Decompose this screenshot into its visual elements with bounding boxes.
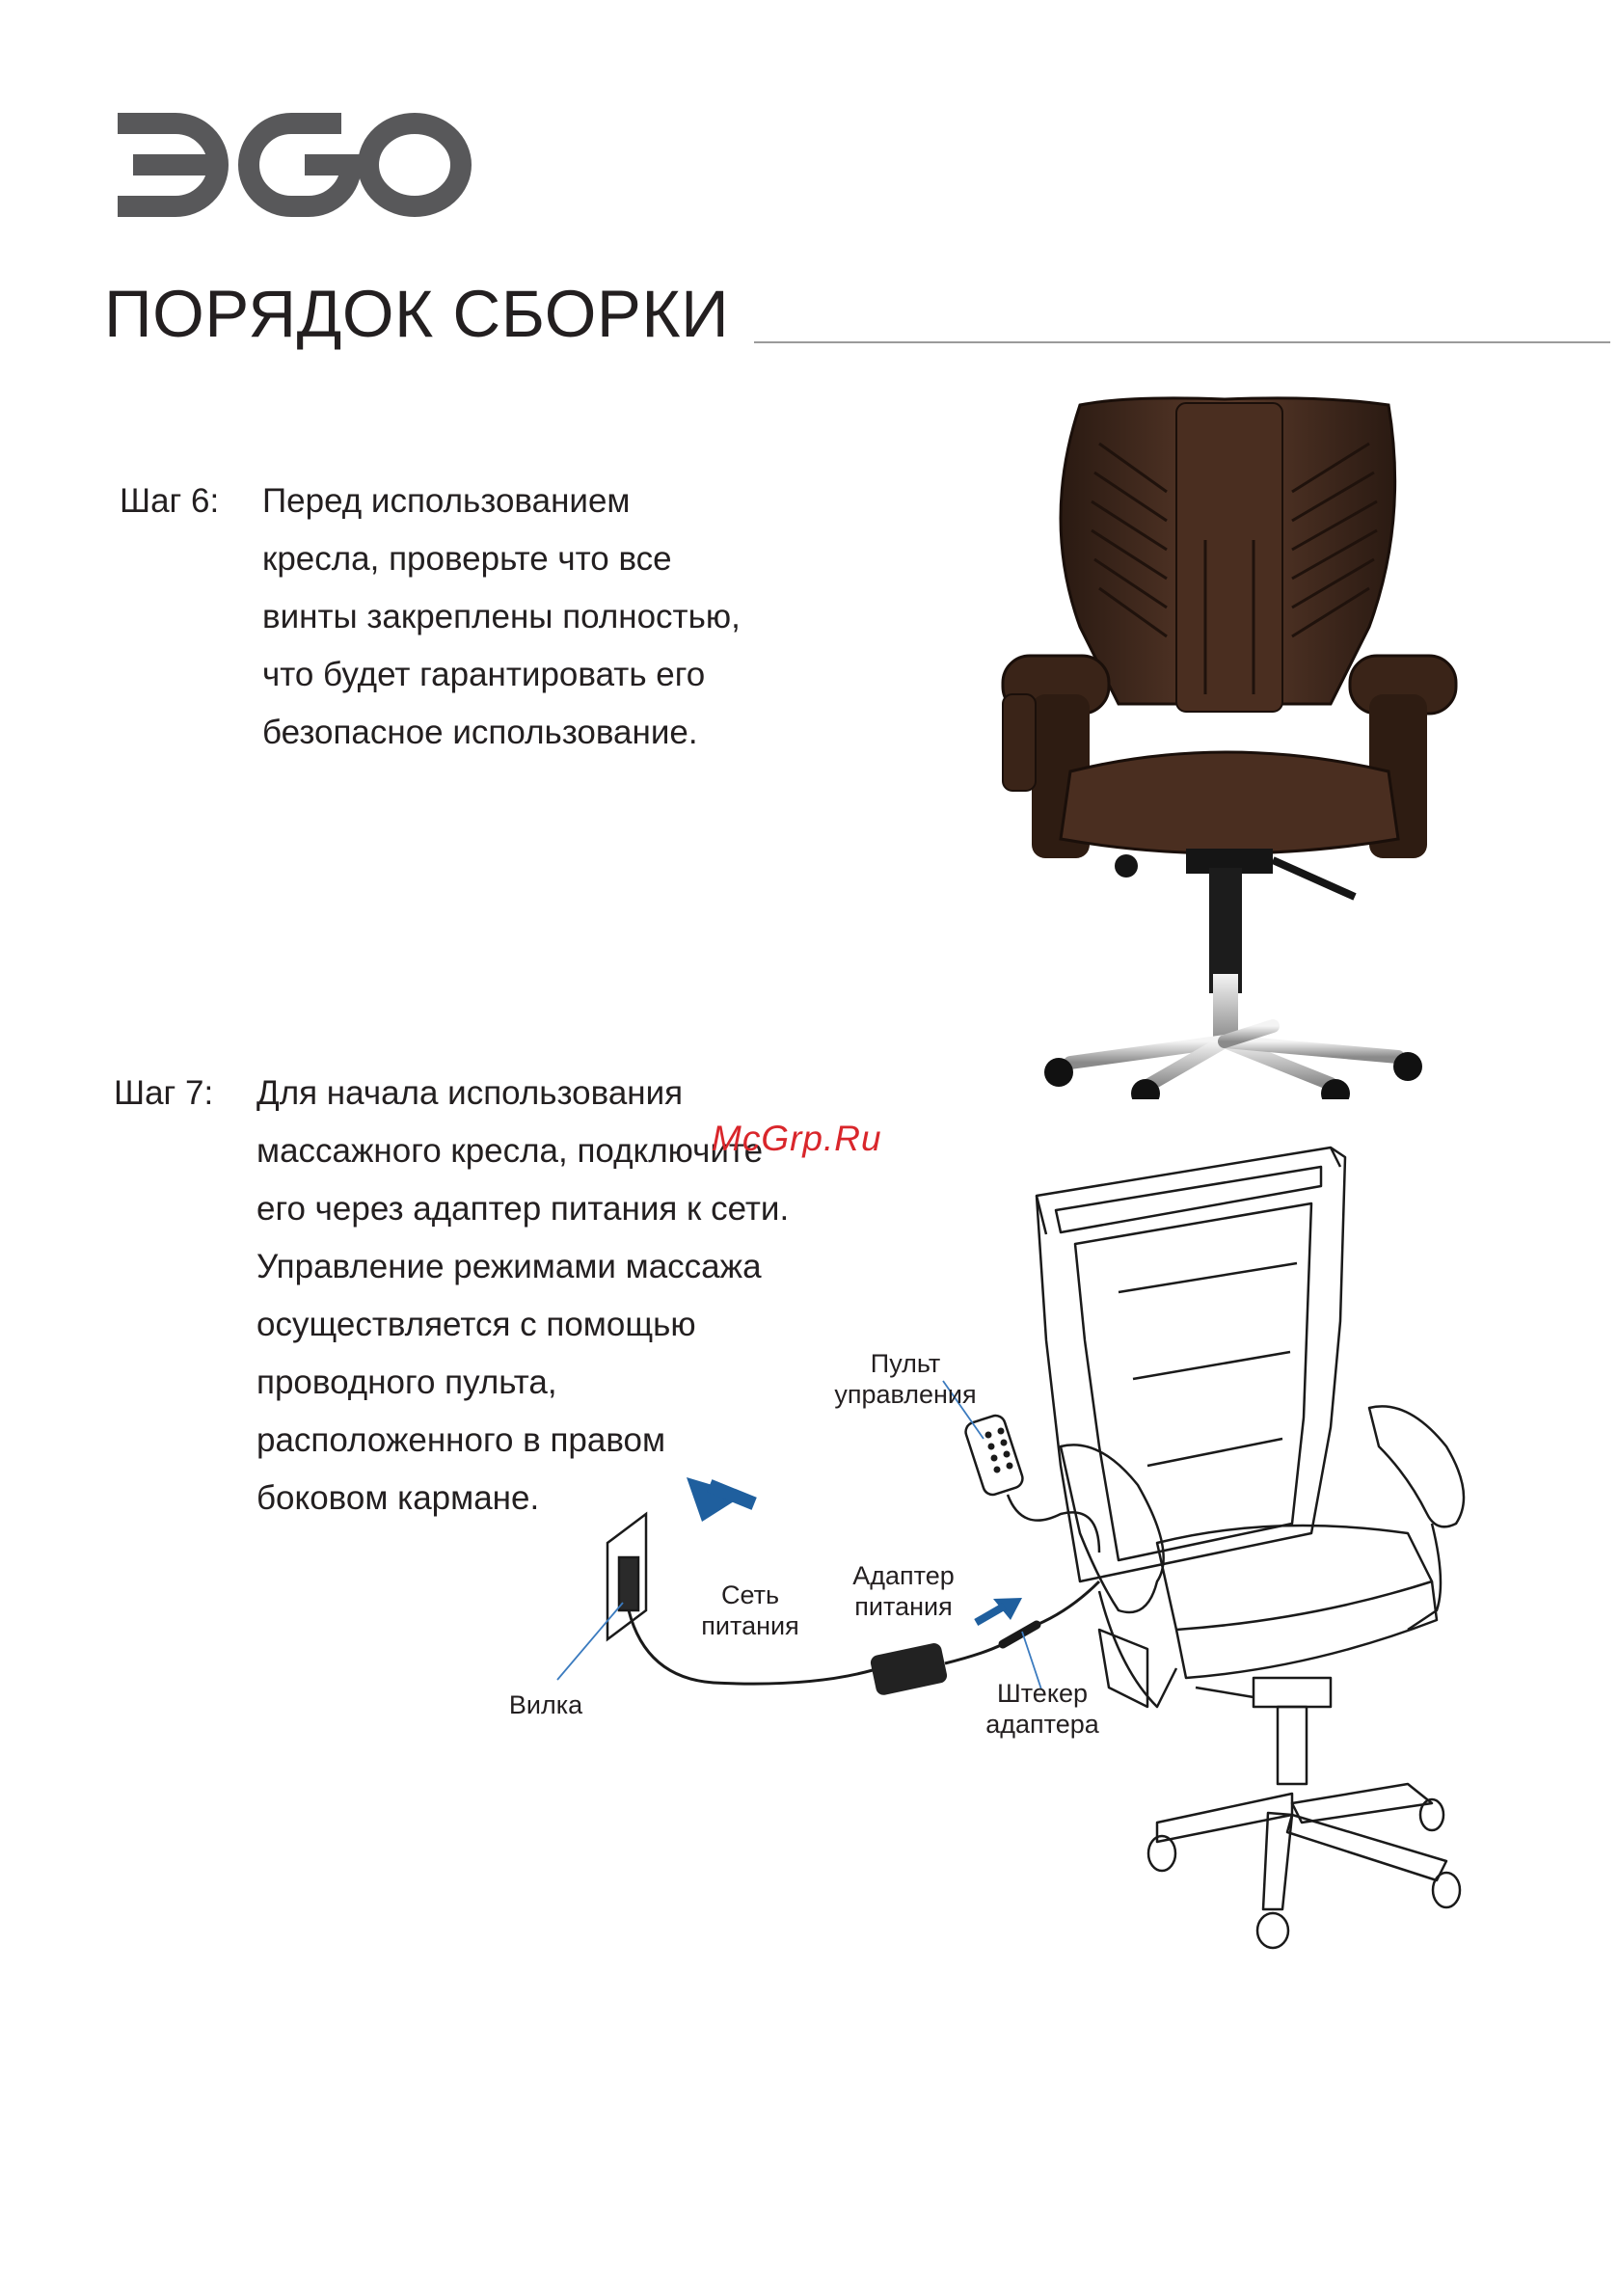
step-7-line: Для начала использования	[256, 1074, 684, 1112]
step-7-line: Управление режимами массажа	[256, 1248, 762, 1285]
step-6-line: что будет гарантировать его	[262, 656, 706, 693]
brand-logo	[108, 104, 474, 226]
step-6-line: кресла, проверьте что все	[262, 540, 672, 578]
watermark: McGrp.Ru	[712, 1119, 882, 1158]
callout-mains-line: Сеть	[720, 1580, 780, 1609]
step-7-line: проводного пульта,	[256, 1364, 557, 1401]
callout-connector-line: адаптера	[985, 1710, 1099, 1739]
callout-connector	[970, 1678, 1115, 1740]
step-6-text	[262, 473, 741, 762]
callout-adapter-line: Адаптер	[852, 1561, 955, 1590]
callout-plug-line: Вилка	[508, 1690, 583, 1719]
title-rule	[754, 341, 1610, 343]
step-7-line: его через адаптер питания к сети.	[256, 1190, 790, 1228]
callout-plug	[498, 1689, 594, 1720]
massage-chair-photo	[984, 386, 1466, 1099]
callout-remote	[812, 1348, 999, 1410]
logo-text: ЭGO	[108, 104, 111, 105]
step-7-line: массажного кресла, подключите	[256, 1132, 764, 1170]
step-7-line: боковом кармане.	[256, 1479, 540, 1517]
callout-remote-line: Пульт	[870, 1349, 941, 1378]
step-6-line: Перед использованием	[262, 482, 631, 520]
callout-adapter	[831, 1560, 976, 1622]
callout-mains	[683, 1580, 818, 1641]
step-7-label: Шаг 7:	[114, 1074, 214, 1112]
callout-mains-line: питания	[701, 1611, 799, 1640]
callout-remote-line: управления	[834, 1380, 977, 1409]
callout-connector-line: Штекер	[997, 1679, 1088, 1708]
step-7-line: расположенного в правом	[256, 1421, 666, 1459]
step-6-label: Шаг 6:	[120, 482, 220, 520]
step-6-line: безопасное использование.	[262, 714, 698, 751]
callout-adapter-line: питания	[854, 1592, 953, 1621]
chair-line-drawing	[482, 1128, 1504, 1967]
step-6-line: винты закреплены полностью,	[262, 598, 741, 635]
step-7-line: осуществляется с помощью	[256, 1306, 696, 1343]
page-title: ПОРЯДОК СБОРКИ	[104, 277, 730, 351]
